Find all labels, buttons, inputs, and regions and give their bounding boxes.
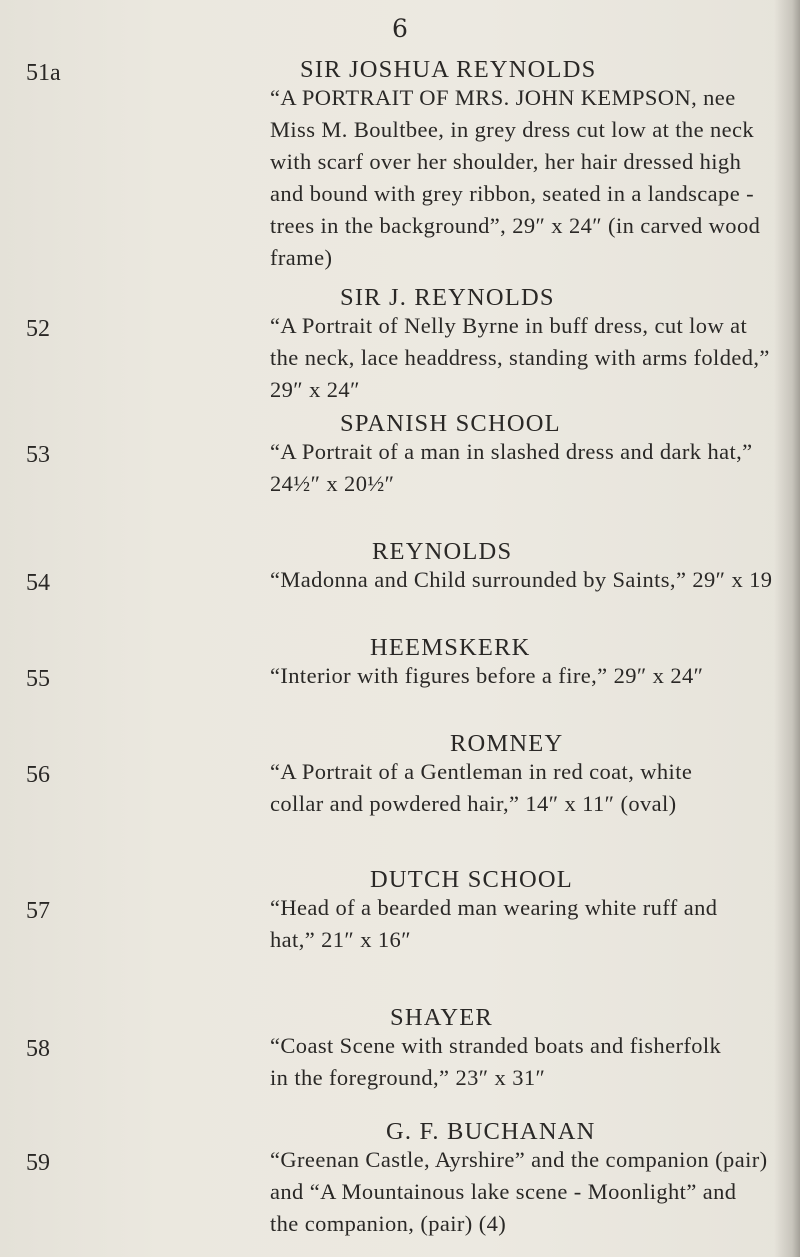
description-line: 24½″ x 20½″: [270, 471, 395, 496]
description-line: “Interior with figures before a fire,” 29″ x 24″: [270, 663, 704, 688]
lot-number: 58: [26, 1036, 50, 1062]
description-line: “A PORTRAIT OF MRS. JOHN KEMPSON, nee: [270, 85, 736, 110]
description-line: Miss M. Boultbee, in grey dress cut low at the neck: [270, 117, 755, 142]
lot-description: [270, 660, 800, 692]
description-line: “Greenan Castle, Ayrshire” and the companion (pair): [270, 1147, 768, 1172]
lot-description: [270, 756, 800, 820]
artist-heading: REYNOLDS: [372, 538, 513, 565]
description-line: and bound with grey ribbon, seated in a landscape -: [270, 181, 755, 206]
lot-number: 57: [26, 898, 50, 924]
description-line: “A Portrait of a man in slashed dress and dark hat,”: [270, 439, 753, 464]
lot-number: 52: [26, 316, 50, 342]
lot-number: 59: [26, 1150, 50, 1176]
description-line: with scarf over her shoulder, her hair dressed high: [270, 149, 742, 174]
lot-number: 51a: [26, 60, 61, 86]
description-line: the neck, lace headdress, standing with arms folded,”: [270, 345, 770, 370]
lot-number: 55: [26, 666, 50, 692]
lot-description: [270, 82, 800, 274]
artist-heading: HEEMSKERK: [370, 634, 531, 661]
description-line: “A Portrait of Nelly Byrne in buff dress, cut low at: [270, 313, 748, 338]
artist-heading: DUTCH SCHOOL: [370, 866, 573, 893]
description-line: and “A Mountainous lake scene - Moonlight” and: [270, 1179, 737, 1204]
description-line: in the foreground,” 23″ x 31″: [270, 1065, 546, 1090]
lot-description: [270, 1144, 800, 1240]
description-line: frame): [270, 245, 333, 270]
lot-number: 53: [26, 442, 50, 468]
lot-description: [270, 892, 800, 956]
lot-number: 54: [26, 570, 50, 596]
artist-heading: SIR J. REYNOLDS: [340, 284, 555, 311]
description-line: 29″ x 24″: [270, 377, 360, 402]
artist-heading: SIR JOSHUA REYNOLDS: [300, 56, 597, 83]
description-line: “A Portrait of a Gentleman in red coat, white: [270, 759, 693, 784]
description-line: the companion, (pair) (4): [270, 1211, 507, 1236]
description-line: hat,” 21″ x 16″: [270, 927, 411, 952]
description-line: trees in the background”, 29″ x 24″ (in carved wood: [270, 213, 761, 238]
lot-description: [270, 564, 800, 596]
lot-description: [270, 310, 800, 406]
description-line: “Coast Scene with stranded boats and fisherfolk: [270, 1033, 722, 1058]
artist-heading: ROMNEY: [450, 730, 564, 757]
description-line: “Head of a bearded man wearing white ruff and: [270, 895, 718, 920]
artist-heading: SHAYER: [390, 1004, 493, 1031]
lot-description: [270, 1030, 800, 1094]
description-line: “Madonna and Child surrounded by Saints,” 29″ x 19: [270, 567, 773, 592]
description-line: collar and powdered hair,” 14″ x 11″ (oval): [270, 791, 677, 816]
artist-heading: SPANISH SCHOOL: [340, 410, 561, 437]
lot-description: [270, 436, 800, 500]
artist-heading: G. F. BUCHANAN: [386, 1118, 596, 1145]
lot-number: 56: [26, 762, 50, 788]
page-number: 6: [392, 14, 408, 43]
